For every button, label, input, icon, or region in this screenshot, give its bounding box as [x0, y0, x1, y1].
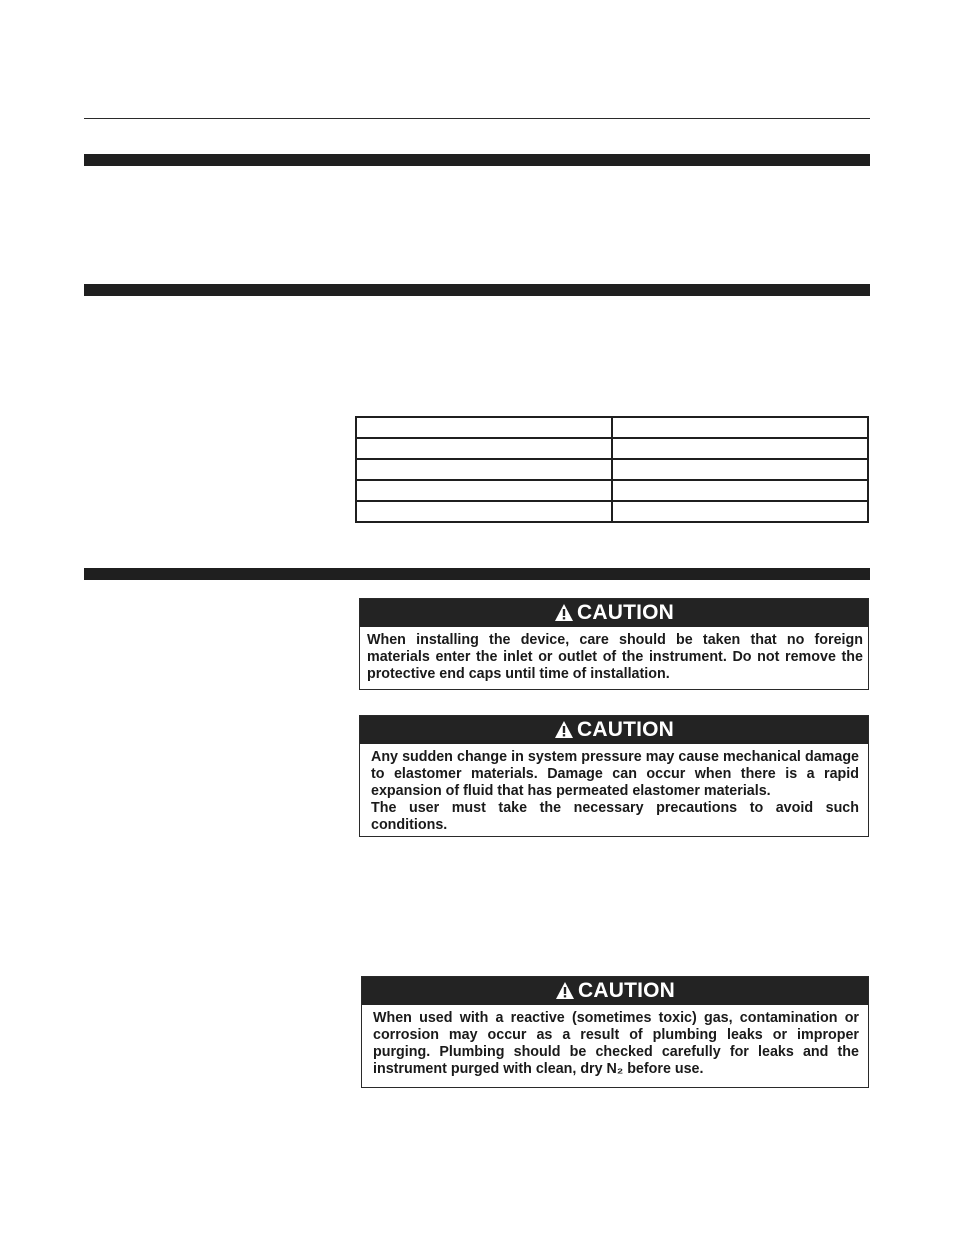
caution-paragraph: Any sudden change in system pressure may cause mechanical damage to elastomer materials. Damage can occur when there is a rapid expansion of fluid that has permeated elastomer materials. — [371, 749, 859, 799]
table-cell — [356, 438, 612, 459]
table-cell — [356, 459, 612, 480]
table-cell — [356, 417, 612, 438]
warning-icon — [555, 981, 575, 1000]
warning-icon — [554, 720, 574, 739]
caution-title: CAUTION — [576, 718, 675, 741]
table-cell — [612, 459, 868, 480]
table-cell — [612, 438, 868, 459]
caution-title: CAUTION — [576, 601, 675, 624]
caution-text — [360, 744, 868, 838]
caution-paragraph: When installing the device, care should be taken that no foreign materials enter the inlet or outlet of the instrument. Do not remove the protective end caps until time of installation. — [367, 632, 863, 682]
table-cell — [612, 417, 868, 438]
caution-box-pressure — [359, 715, 869, 837]
caution-header — [362, 977, 868, 1005]
table-cell — [612, 501, 868, 522]
warning-icon — [554, 603, 574, 622]
table-row — [356, 501, 868, 522]
spec-table — [355, 416, 869, 523]
caution-text — [362, 1005, 868, 1082]
table-cell — [612, 480, 868, 501]
section-bar-1 — [84, 154, 870, 166]
caution-header — [360, 599, 868, 627]
caution-box-reactive-gas — [361, 976, 869, 1088]
caution-text — [360, 627, 868, 687]
caution-box-installation — [359, 598, 869, 690]
table-row — [356, 417, 868, 438]
section-bar-2 — [84, 284, 870, 296]
table-cell — [356, 480, 612, 501]
caution-paragraph: The user must take the necessary precautions to avoid such conditions. — [371, 800, 859, 833]
table-row — [356, 480, 868, 501]
caution-title: CAUTION — [577, 979, 676, 1002]
header-rule — [84, 118, 870, 119]
table-row — [356, 438, 868, 459]
table-cell — [356, 501, 612, 522]
caution-paragraph: When used with a reactive (sometimes toxic) gas, contamination or corrosion may occur as a result of plumbing leaks or improper purging. Plumbing should be checked carefully for leaks and the instrument purged with clean, dry N₂ before use. — [373, 1010, 859, 1077]
table-row — [356, 459, 868, 480]
caution-header — [360, 716, 868, 744]
section-bar-3 — [84, 568, 870, 580]
